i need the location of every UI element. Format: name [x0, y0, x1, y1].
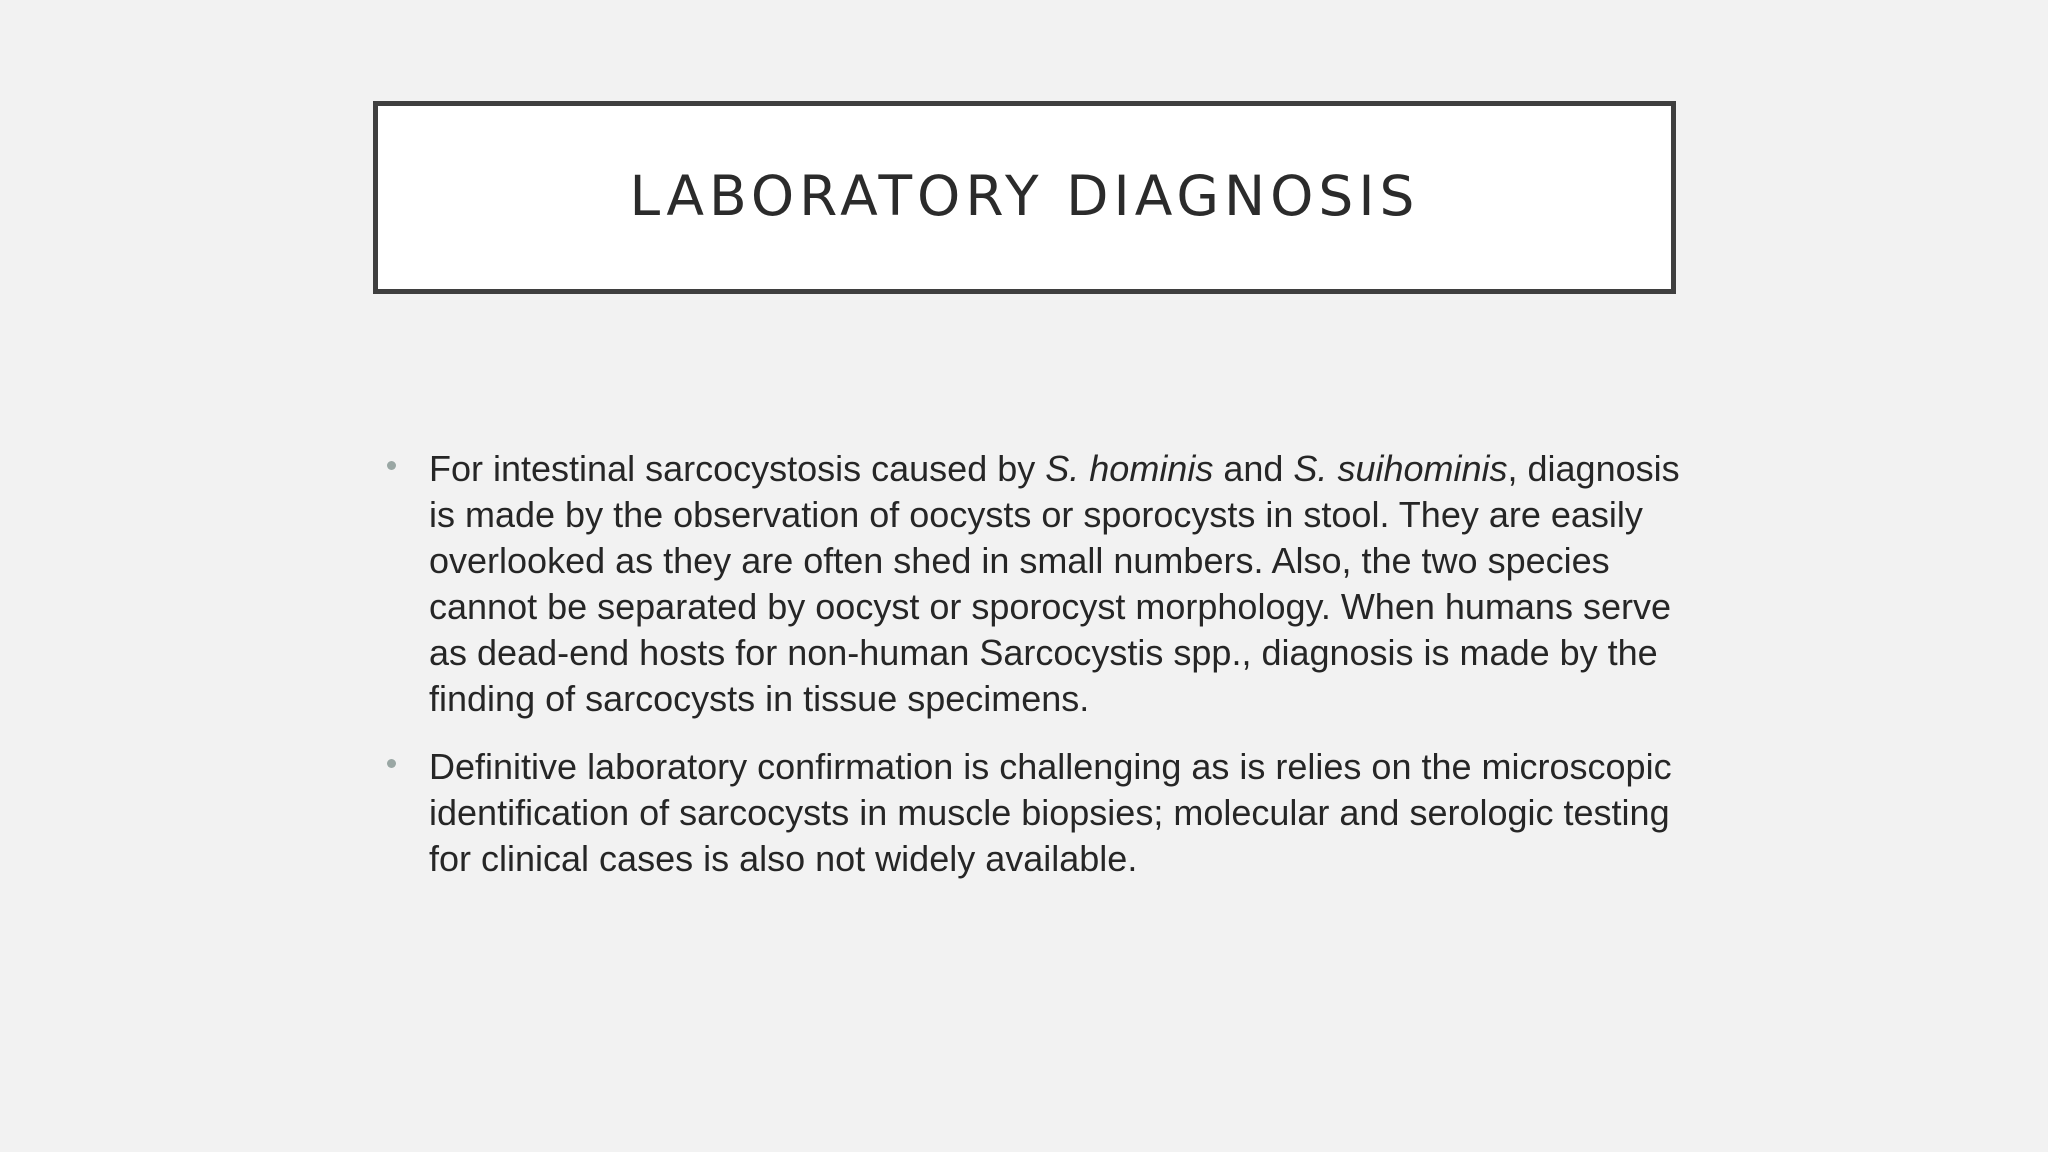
title-box [373, 101, 1676, 294]
species-name-hominis: S. hominis [1045, 448, 1214, 489]
bullet-text-rest: , diagnosis is made by the observation of oocysts or sporocysts in stool. They are easily overlooked as they are often shed in small numbers. Also, the two species cannot be separated by oocyst or sporocyst morphology. When humans serve as dead-end hosts for non-human Sarcocystis spp., diagnosis is made by the finding of sarcocysts in tissue specimens. [429, 448, 1680, 719]
bullet-text-and: and [1213, 448, 1294, 489]
bullet-dot-icon [387, 461, 396, 470]
slide-content [387, 446, 1687, 904]
species-name-suihominis: S. suihominis [1293, 448, 1508, 489]
bullet-text: Definitive laboratory confirmation is challenging as is relies on the microscopic identification of sarcocysts in muscle biopsies; molecular and serologic testing for clinical cases is also not widely available. [429, 746, 1672, 879]
bullet-item-confirmation [387, 744, 1687, 882]
bullet-item-diagnosis [387, 446, 1687, 722]
bullet-text-lead: For intestinal sarcocystosis caused by [429, 448, 1046, 489]
slide-title: LABORATORY DIAGNOSIS [629, 163, 1420, 228]
bullet-dot-icon [387, 759, 396, 768]
bullet-list [387, 446, 1687, 882]
